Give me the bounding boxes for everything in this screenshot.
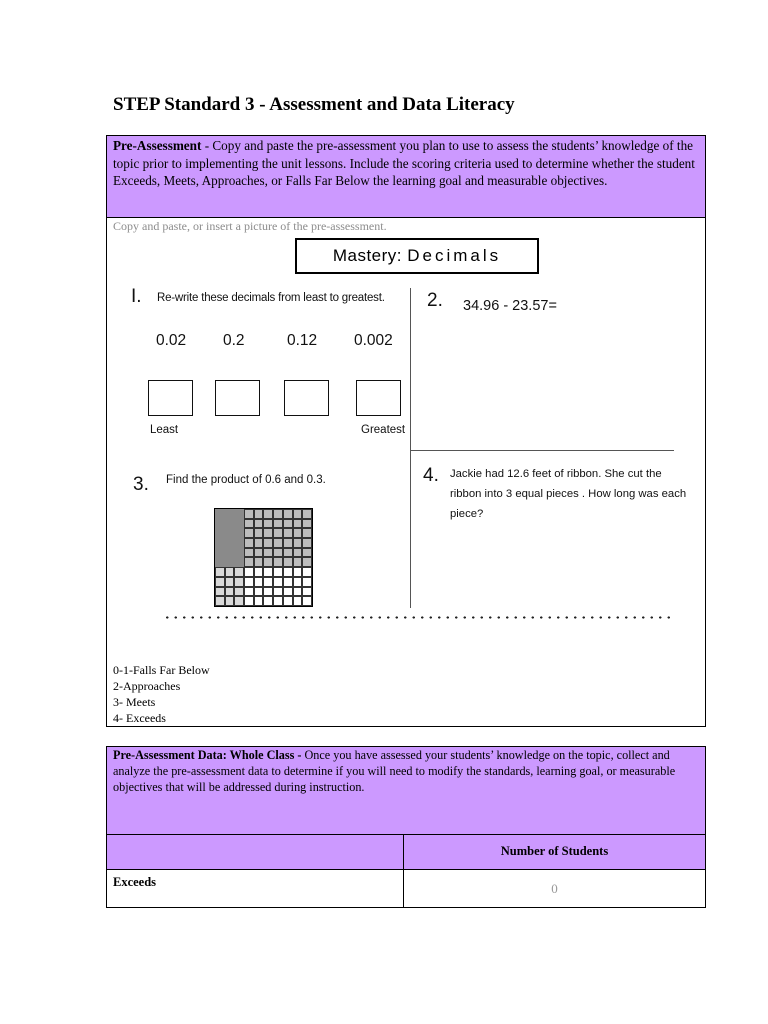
grid-cell [293, 596, 303, 606]
grid-cell [302, 519, 312, 529]
grid-cell [273, 519, 283, 529]
grid-cell [225, 538, 235, 548]
score-meets: 3- Meets [113, 695, 156, 709]
grid-cell [234, 548, 244, 558]
pre-assessment-data-instructions [107, 747, 705, 835]
grid-cell [273, 567, 283, 577]
grid-cell [263, 557, 273, 567]
grid-cell [225, 519, 235, 529]
grid-cell [283, 567, 293, 577]
answer-box-1 [148, 380, 193, 416]
grid-cell [302, 557, 312, 567]
scoring-criteria [113, 662, 210, 726]
grid-cell [254, 587, 264, 597]
grid-cell [273, 548, 283, 558]
q2-text: 34.96 - 23.57= [463, 298, 557, 314]
pre-assessment-data-description: Once you have assessed your students’ knowledge on the topic, collect and analyze the pre-assessment data to determine if you will need to modify the standards, learning goal, or measurable objectives that will be addressed during instruction. [113, 748, 676, 794]
mastery-title-box [295, 238, 539, 274]
grid-cell [254, 596, 264, 606]
grid-cell [225, 587, 235, 597]
grid-cell [244, 509, 254, 519]
grid-cell [254, 548, 264, 558]
grid-cell [283, 528, 293, 538]
grid-cell [234, 596, 244, 606]
grid-cell [302, 528, 312, 538]
q1-text: Re-write these decimals from least to greatest. [157, 292, 385, 304]
grid-cell [215, 596, 225, 606]
q1-value-2: 0.2 [223, 332, 245, 349]
grid-cell [263, 577, 273, 587]
grid-cell [234, 587, 244, 597]
grid-cell [263, 528, 273, 538]
grid-cell [244, 596, 254, 606]
grid-cell [215, 509, 225, 519]
grid-cell [302, 548, 312, 558]
grid-cell [302, 509, 312, 519]
grid-cell [254, 557, 264, 567]
pre-assessment-hint[interactable]: Copy and paste, or insert a picture of the pre-assessment. [113, 219, 387, 233]
q1-number: I. [131, 286, 142, 307]
vertical-divider [410, 288, 411, 608]
grid-cell [254, 538, 264, 548]
grid-cell [273, 557, 283, 567]
grid-cell [283, 557, 293, 567]
grid-cell [263, 548, 273, 558]
grid-cell [244, 528, 254, 538]
grid-cell [225, 596, 235, 606]
table-header-row [107, 835, 705, 870]
pre-assessment-data-section [106, 746, 706, 908]
answer-box-3 [284, 380, 329, 416]
mastery-label: Mastery: [332, 246, 403, 265]
grid-cell [302, 587, 312, 597]
q2-number: 2. [427, 290, 443, 311]
grid-cell [293, 538, 303, 548]
grid-cell [293, 587, 303, 597]
grid-cell [283, 548, 293, 558]
grid-cell [225, 557, 235, 567]
grid-cell [234, 538, 244, 548]
grid-cell [273, 509, 283, 519]
grid-cell [234, 528, 244, 538]
grid-cell [215, 548, 225, 558]
grid-cell [244, 557, 254, 567]
grid-cell [302, 596, 312, 606]
grid-cell [234, 567, 244, 577]
q4-text-line-2: ribbon into 3 equal pieces . How long was each [450, 488, 687, 500]
pre-assessment-description: - Copy and paste the pre-assessment you plan to use to assess the students’ knowledge of the topic prior to implementing the unit lessons. Include the scoring criteria used to determine whether the student Exceeds, Meets, Approaches, or Falls Far Below the learning goal and measurable objectives. [113, 138, 695, 188]
number-of-students-header: Number of Students [500, 844, 609, 858]
grid-cell [293, 557, 303, 567]
grid-cell [254, 528, 264, 538]
grid-cell [244, 577, 254, 587]
q3-number: 3. [133, 474, 149, 495]
page-title: STEP Standard 3 - Assessment and Data Literacy [113, 94, 515, 115]
pre-assessment-section [106, 135, 706, 727]
grid-cell [254, 577, 264, 587]
grid-cell [215, 577, 225, 587]
grid-cell [244, 567, 254, 577]
pre-assessment-data-heading: Pre-Assessment Data: Whole Class - [113, 748, 302, 762]
score-exceeds: 4- Exceeds [113, 711, 166, 725]
score-falls-far-below: 0-1-Falls Far Below [113, 663, 210, 677]
grid-cell [225, 577, 235, 587]
grid-cell [234, 577, 244, 587]
q4-text-line-1: Jackie had 12.6 feet of ribbon. She cut the [450, 468, 662, 480]
grid-cell [234, 519, 244, 529]
grid-cell [215, 538, 225, 548]
grid-cell [215, 587, 225, 597]
q1-value-1: 0.02 [156, 332, 187, 349]
grid-cell [215, 519, 225, 529]
grid-cell [244, 587, 254, 597]
exceeds-count-field[interactable]: 0 [551, 881, 558, 896]
grid-cell [215, 567, 225, 577]
grid-cell [215, 528, 225, 538]
grid-cell [283, 509, 293, 519]
pre-assessment-heading: Pre-Assessment [113, 138, 202, 153]
table-row [107, 870, 705, 907]
pre-assessment-instructions [107, 136, 705, 218]
grid-cell [283, 538, 293, 548]
q4-text-line-3: piece? [450, 508, 484, 520]
grid-cell [263, 538, 273, 548]
grid-cell [244, 548, 254, 558]
decimal-grid-model [214, 508, 313, 607]
grid-cell [263, 596, 273, 606]
mastery-topic: Decimals [407, 246, 502, 265]
grid-cell [225, 528, 235, 538]
row-label-exceeds: Exceeds [107, 870, 404, 907]
grid-cell [293, 548, 303, 558]
grid-cell [302, 577, 312, 587]
q3-text: Find the product of 0.6 and 0.3. [166, 474, 326, 486]
grid-cell [225, 567, 235, 577]
grid-cell [215, 557, 225, 567]
grid-cell [263, 587, 273, 597]
grid-cell [263, 567, 273, 577]
grid-cell [273, 577, 283, 587]
table-header-empty-cell [107, 835, 404, 869]
grid-cell [293, 577, 303, 587]
grid-cell [273, 587, 283, 597]
q1-value-3: 0.12 [287, 332, 318, 349]
grid-cell [225, 548, 235, 558]
answer-box-2 [215, 380, 260, 416]
q1-value-4: 0.002 [354, 332, 393, 349]
grid-cell [254, 519, 264, 529]
greatest-label: Greatest [361, 424, 406, 436]
grid-cell [244, 519, 254, 529]
answer-box-4 [356, 380, 401, 416]
grid-cell [254, 567, 264, 577]
grid-cell [273, 538, 283, 548]
horizontal-divider [410, 450, 674, 451]
least-label: Least [150, 424, 179, 436]
grid-cell [263, 509, 273, 519]
grid-cell [283, 596, 293, 606]
grid-cell [244, 538, 254, 548]
grid-cell [273, 528, 283, 538]
grid-cell [293, 519, 303, 529]
grid-cell [293, 528, 303, 538]
grid-cell [234, 509, 244, 519]
grid-cell [263, 519, 273, 529]
grid-cell [302, 538, 312, 548]
grid-cell [293, 509, 303, 519]
grid-cell [225, 509, 235, 519]
grid-cell [283, 577, 293, 587]
grid-cell [254, 509, 264, 519]
q4-number: 4. [423, 465, 439, 486]
grid-cell [293, 567, 303, 577]
grid-cell [283, 587, 293, 597]
grid-cell [283, 519, 293, 529]
grid-cell [302, 567, 312, 577]
score-approaches: 2-Approaches [113, 679, 181, 693]
dotted-separator [163, 616, 673, 619]
grid-cell [273, 596, 283, 606]
grid-cell [234, 557, 244, 567]
